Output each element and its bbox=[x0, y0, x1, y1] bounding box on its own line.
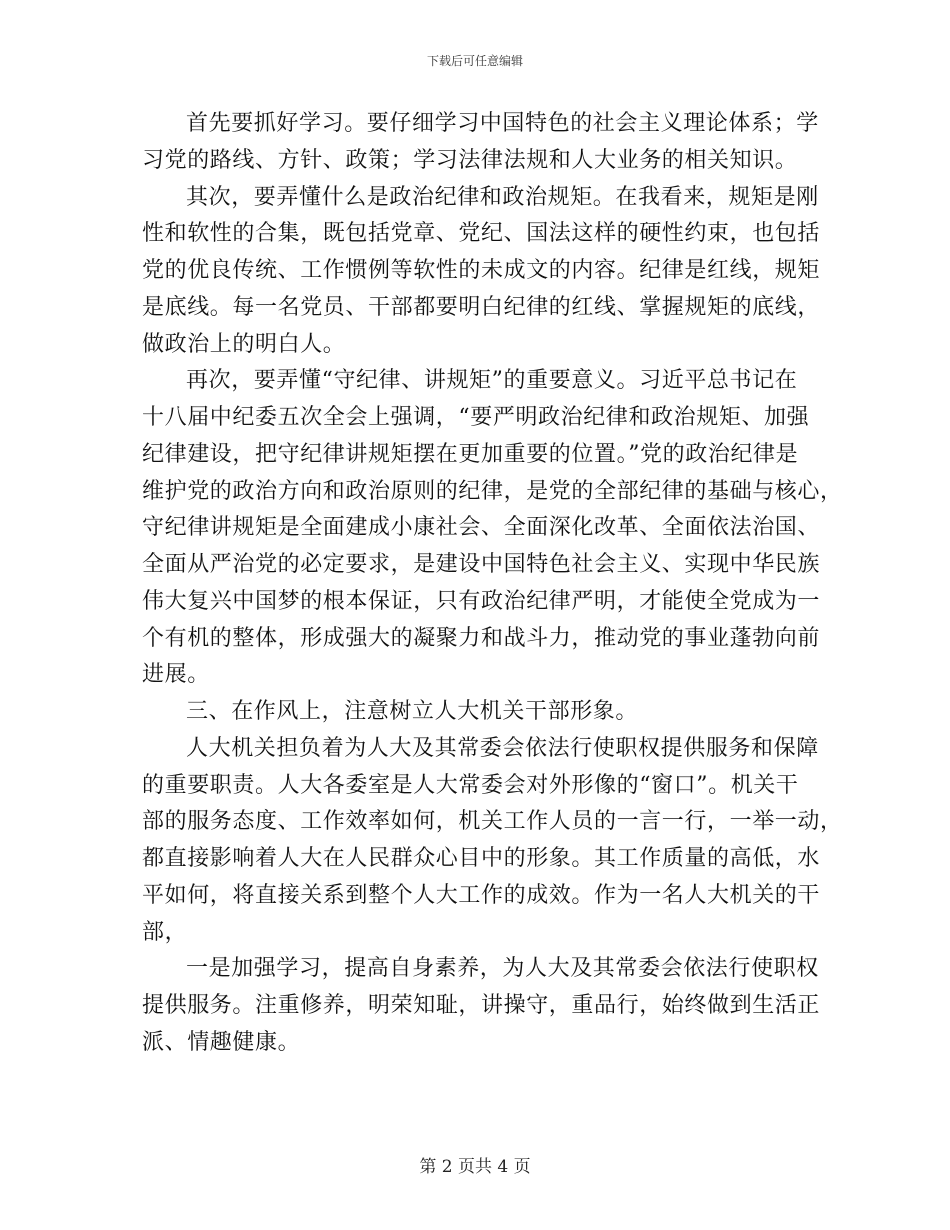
paragraph-line: 派、情趣健康。 bbox=[142, 1029, 301, 1055]
paragraph-line: 平如何，将直接关系到整个人大工作的成效。作为一名人大机关的干 bbox=[142, 882, 821, 908]
paragraph-line: 部的服务态度、工作效率如何，机关工作人员的一言一行，一举一动， bbox=[142, 809, 843, 835]
paragraph-line: 人大机关担负着为人大及其常委会依法行使职权提供服务和保障 bbox=[186, 735, 819, 761]
paragraph-line: 做政治上的明白人。 bbox=[142, 331, 346, 357]
paragraph-line: 提供服务。注重修养，明荣知耻，讲操守，重品行，始终做到生活正 bbox=[142, 993, 821, 1018]
paragraph-line: 习党的路线、方针、政策；学习法律法规和人大业务的相关知识。 bbox=[142, 147, 798, 173]
paragraph-line: 性和软性的合集，既包括党章、党纪、国法这样的硬性约束，也包括 bbox=[142, 221, 821, 247]
paragraph-line: 纪律建设，把守纪律讲规矩摆在更加重要的位置。”党的政治纪律是 bbox=[142, 441, 799, 467]
paragraph-line: 伟大复兴中国梦的根本保证，只有政治纪律严明，才能使全党成为一 bbox=[142, 588, 821, 614]
paragraph-line: 守纪律讲规矩是全面建成小康社会、全面深化改革、全面依法治国、 bbox=[142, 515, 821, 541]
paragraph-line: 其次，要弄懂什么是政治纪律和政治规矩。在我看来，规矩是刚 bbox=[186, 184, 819, 210]
paragraph-line: 十八届中纪委五次全会上强调，“要严明政治纪律和政治规矩、加强 bbox=[142, 405, 810, 430]
page-header: 下载后可任意编辑 bbox=[426, 54, 523, 68]
paragraph-line: 全面从严治党的必定要求，是建设中国特色社会主义、实现中华民族 bbox=[142, 552, 821, 577]
page-footer: 第 2 页共 4 页 bbox=[419, 1157, 531, 1177]
section-heading: 三、在作风上，注意树立人大机关干部形象。 bbox=[186, 699, 639, 724]
body-text bbox=[142, 106, 843, 1062]
paragraph-line: 个有机的整体，形成强大的凝聚力和战斗力，推动党的事业蓬勃向前 bbox=[142, 625, 821, 651]
paragraph-line: 党的优良传统、工作惯例等软性的未成文的内容。纪律是红线，规矩 bbox=[142, 258, 821, 283]
paragraph-line: 再次，要弄懂“守纪律、讲规矩”的重要意义。习近平总书记在 bbox=[186, 368, 798, 394]
paragraph-line: 一是加强学习，提高自身素养，为人大及其常委会依法行使职权 bbox=[186, 956, 819, 982]
paragraph-line: 进展。 bbox=[142, 662, 210, 688]
paragraph-line: 都直接影响着人大在人民群众心目中的形象。其工作质量的高低，水 bbox=[142, 846, 821, 871]
paragraph-line: 是底线。每一名党员、干部都要明白纪律的红线、掌握规矩的底线， bbox=[142, 294, 821, 320]
paragraph-line: 首先要抓好学习。要仔细学习中国特色的社会主义理论体系；学 bbox=[186, 111, 819, 136]
paragraph-line: 的重要职责。人大各委室是人大常委会对外形像的“窗口”。机关干 bbox=[142, 772, 799, 798]
paragraph-line: 维护党的政治方向和政治原则的纪律，是党的全部纪律的基础与核心， bbox=[142, 478, 843, 504]
paragraph-line: 部， bbox=[142, 919, 188, 945]
